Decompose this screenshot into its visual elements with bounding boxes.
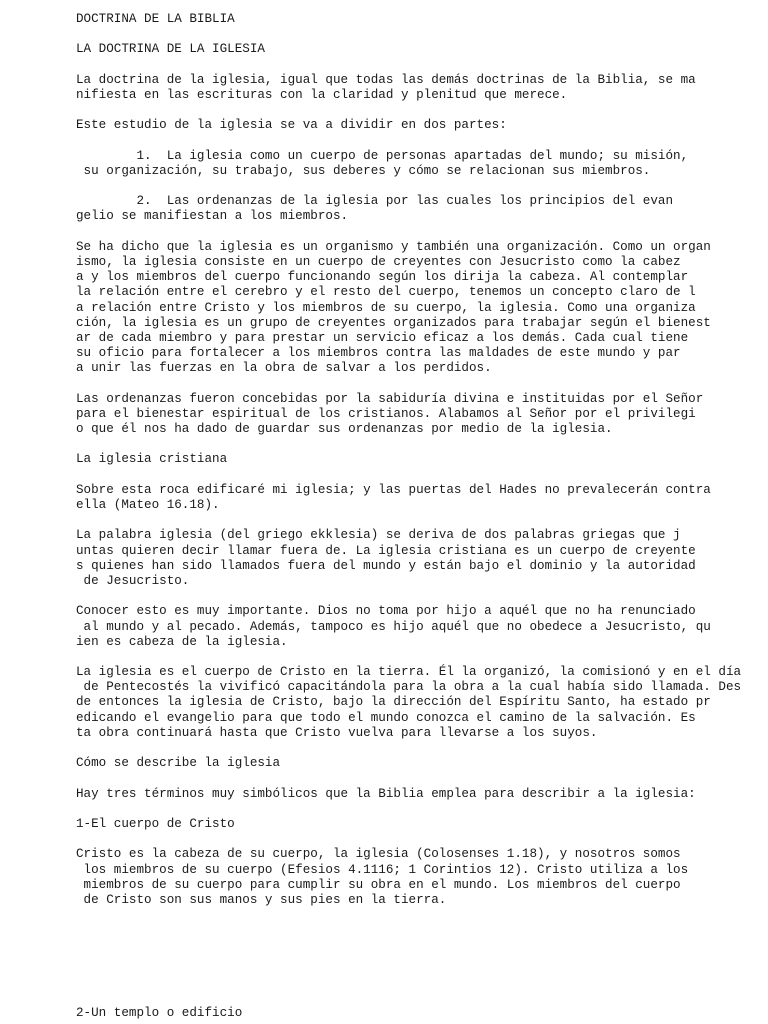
paragraph-intro: La doctrina de la iglesia, igual que todas las demás doctrinas de la Biblia, se ma nifiesta en las escrituras con la claridad y plenitud que merece. <box>76 72 696 102</box>
paragraph-importance: Conocer esto es muy importante. Dios no toma por hijo a aquél que no ha renunciado al mundo y al pecado. Además, tampoco es hijo aquél que no obedece a Jesucristo, qu ien es cabeza de la iglesia. <box>76 604 711 649</box>
list-item-2: 2. Las ordenanzas de la iglesia por las cuales los principios del evan gelio se manifiestan a los miembros. <box>76 194 674 224</box>
document-page <box>76 12 766 908</box>
list-item-1: 1. La iglesia como un cuerpo de personas apartadas del mundo; su misión, su organización, su trabajo, sus deberes y cómo se relacionan sus miembros. <box>76 148 689 178</box>
paragraph-body-of-christ: La iglesia es el cuerpo de Cristo en la tierra. Él la organizó, la comisionó y en el día de Pentecostés la vivificó capacitándola para la obra a la cual había sido llamada. Des de entonces la iglesia de Cristo, bajo la dirección del Espíritu Santo, ha estado pr edicando el evangelio para que todo el mundo conozca el camino de la salvación. Es ta obra continuará hasta que Cristo vuelva para llevarse a los suyos. <box>76 665 742 740</box>
document-heading: DOCTRINA DE LA BIBLIA <box>76 12 235 26</box>
subheading-description: Cómo se describe la iglesia <box>76 756 281 771</box>
scripture-quote: Sobre esta roca edificaré mi iglesia; y las puertas del Hades no prevalecerán contra ella (Mateo 16.18). <box>76 482 711 512</box>
subheading-temple: 2-Un templo o edificio <box>76 1006 243 1020</box>
paragraph-ekklesia: La palabra iglesia (del griego ekklesia) se deriva de dos palabras griegas que j untas quieren decir llamar fuera de. La iglesia cristiana es un cuerpo de creyente s quienes han sido llamados fuera del mundo y están bajo el dominio y la autoridad de Jesucristo. <box>76 528 696 588</box>
paragraph-ordinances: Las ordenanzas fueron concebidas por la sabiduría divina e instituidas por el Señor para el bienestar espiritual de los cristianos. Alabamos al Señor por el privilegi o que él nos ha dado de guardar sus ordenanzas por medio de la iglesia. <box>76 391 704 437</box>
paragraph-division: Este estudio de la iglesia se va a dividir en dos partes: <box>76 118 507 133</box>
section-title: LA DOCTRINA DE LA IGLESIA <box>76 42 265 57</box>
paragraph-head-of-body: Cristo es la cabeza de su cuerpo, la iglesia (Colosenses 1.18), y nosotros somos los miembros de su cuerpo (Efesios 4.1116; 1 Corintios 12). Cristo utiliza a los miembros de su cuerpo para cumplir su obra en el mundo. Los miembros del cuerpo de Cristo son sus manos y sus pies en la tierra. <box>76 847 689 907</box>
subheading-christian-church: La iglesia cristiana <box>76 452 228 467</box>
paragraph-three-terms: Hay tres términos muy simbólicos que la Biblia emplea para describir a la iglesia: <box>76 786 696 801</box>
paragraph-organism: Se ha dicho que la iglesia es un organismo y también una organización. Como un organ ismo, la iglesia consiste en un cuerpo de creyentes con Jesucristo como la cabez a y los miembros del cuerpo funcionando según los dirija la cabeza. Al contemplar la relación entre el cerebro y el resto del cuerpo, tenemos un concepto claro de l a relación entre Cristo y los miembros de su cuerpo, la iglesia. Como una organiza ción, la iglesia es un grupo de creyentes organizados para trabajar según el bienest ar de cada miembro y para prestar un servicio eficaz a los demás. Cada cual tiene su oficio para fortalecer a los miembros contra las maldades de este mundo y par a unir las fuerzas en la obra de salvar a los perdidos. <box>76 239 711 376</box>
subheading-body: 1-El cuerpo de Cristo <box>76 816 235 831</box>
